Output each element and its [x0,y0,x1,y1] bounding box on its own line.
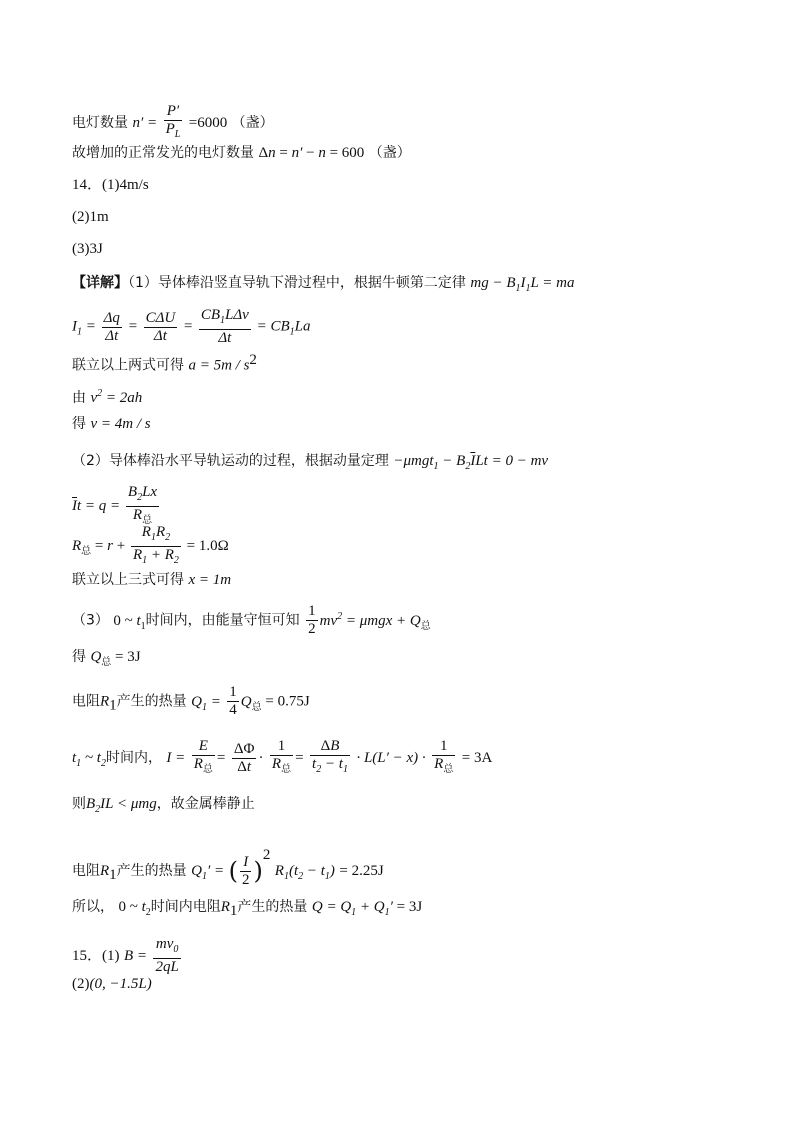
line-combine-1: 联立以上两式可得 $a = 5m / s^2$ [72,352,257,374]
q15-answer-1: 15．(1) B = $\frac{mv_0}{2qL}$ [72,936,179,975]
line-combine-2: 联立以上三式可得 x = 1m [72,572,232,588]
line-added-lamps: 故增加的正常发光的电灯数量 Δn = n′ − n = 600 （盏） [72,145,411,161]
formula-n-prime: n′ = [132,115,158,131]
formula-delta-n: Δn = n′ − n = [258,145,342,161]
line-interval-current: $t_1$ ~ $t_2$时间内， I = $\frac{E}{R_总}$ = $\frac{\Delta\Phi}{\Delta t}$ · $\frac{1}{R_总}$ = $\frac{\Delta B}{t_2 - t_1}$ · L(L′ − x) · $\frac{1}{R_总}$ = 3A [72,738,493,775]
formula-r-total: $R_总 = r$ + $\frac{R_1R_2}{R_1 + R_2}$ = 1.0Ω [72,524,229,566]
formula-newton: mg − $B_1I_1L$ = ma [470,275,575,294]
formula-momentum: $-\mu mgt_1 - B_2\overline{I}Lt = 0$ − mv [393,453,549,472]
line-get-q: 得 $Q_总 = 3J$ [72,649,141,668]
q14-answer-3: (3)3J [72,241,103,257]
line-so-total: 所以， 0 ~ $t_2$时间内电阻$R_1$产生的热量 $Q = Q_1 + Q_1' = 3J$ [72,899,423,919]
line-lamp-count: 电灯数量 n′ = $\frac{P'}{P_L}$ =6000 （盏） [72,103,274,140]
detail-part2: （2）导体棒沿水平导轨运动的过程，根据动量定理 $-\mu mgt_1 - B_2\overline{I}Lt = 0$ − mv [72,453,549,472]
q15-answer-2: (2)(0, −1.5L) [72,976,152,992]
detail-part3: （3） 0 ~ $t_1$时间内，由能量守恒可知 $\frac{1}{2}$ $mv^2 = \mu mgx + Q_总$ [72,603,431,637]
line-get-v: 得 v = 4m / s [72,416,151,432]
formula-charge: $\overline{I}t = q$ = $\frac{B_2Lx}{R_总}$ [72,484,158,526]
q14-answer-1: 14．(1)4m/s [72,177,149,193]
formula-current-i1: $I_1$ = $\frac{\Delta q}{\Delta t}$ = $\frac{\text{CΔU}}{\Delta t}$ = $\frac{CB_1L\Delta v}{\Delta t}$ = $CB_1La$ [72,307,311,346]
line-heat-r1: 电阻$R_1$产生的热量 $Q_1$ = $\frac{1}{4}$ $Q_总 = 0.75J$ [72,684,310,718]
detail-part1: 【详解】（1）导体棒沿竖直导轨下滑过程中，根据牛顿第二定律 mg − $B_1I_1L$ = ma [72,275,575,294]
q14-answer-2: (2)1m [72,209,109,225]
line-heat-r1-prime: 电阻$R_1$产生的热量 $Q_1'$ = ( $\frac{I}{2}$ )$^2$ $R_1(t_2 - t_1) = 2.25J$ [72,847,384,888]
line-from-v2: 由 $v^2 = 2ah$ [72,388,143,406]
line-then-static: 则$B_2IL < \mu mg$，故金属棒静止 [72,796,255,815]
